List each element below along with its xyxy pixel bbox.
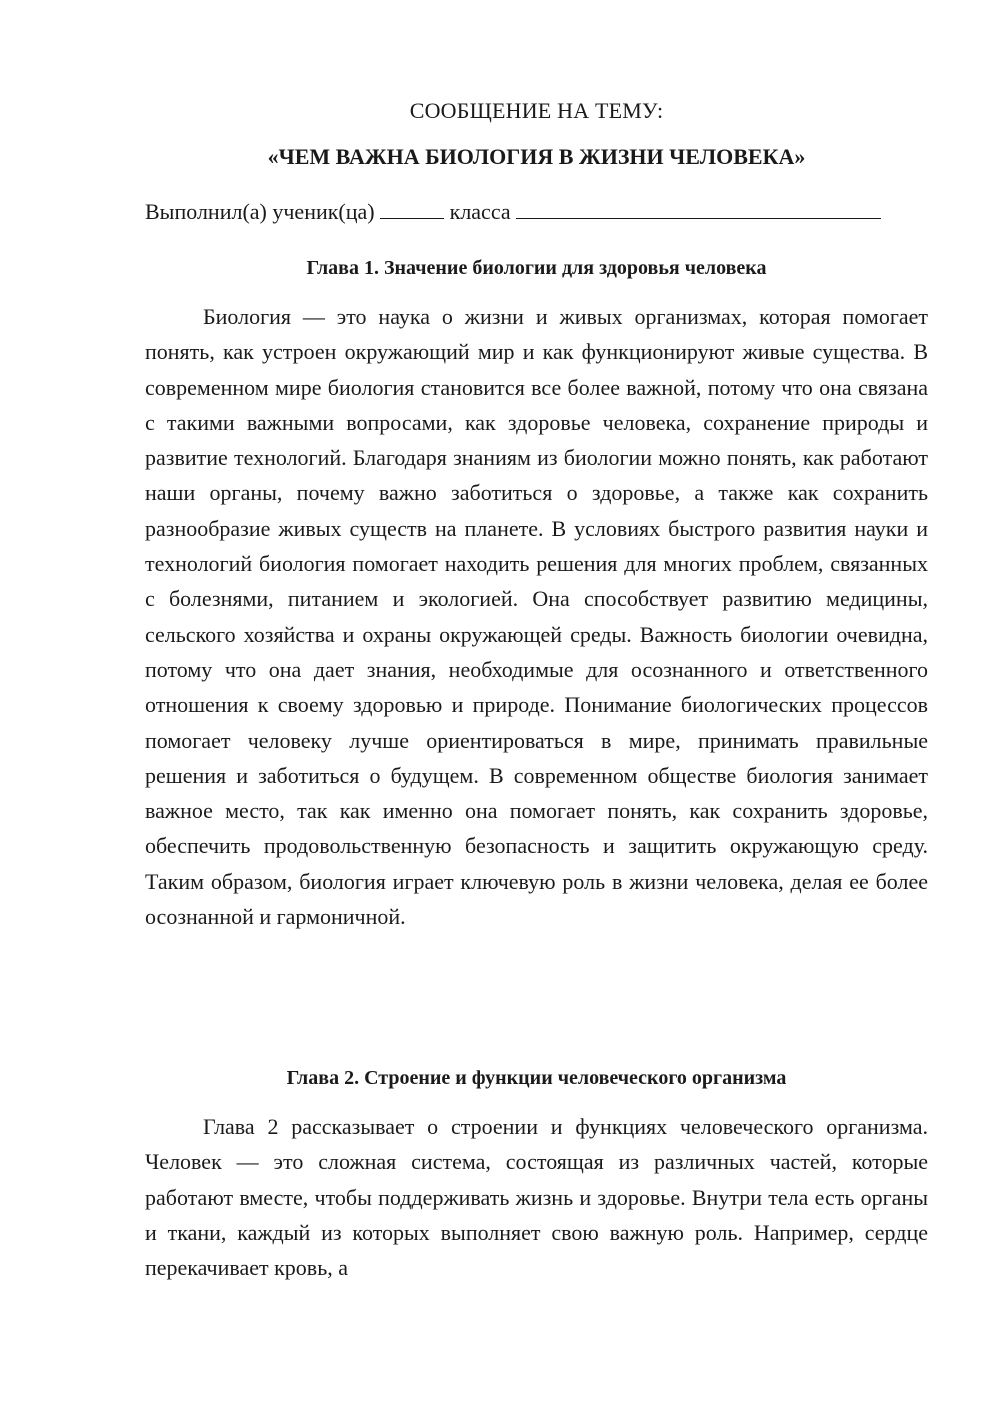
class-label: класса bbox=[449, 199, 511, 224]
document-title: «ЧЕМ ВАЖНА БИОЛОГИЯ В ЖИЗНИ ЧЕЛОВЕКА» bbox=[267, 144, 806, 169]
performed-by-label: Выполнил(а) ученик(ца) bbox=[145, 199, 375, 224]
student-name-blank bbox=[516, 196, 881, 219]
chapter1-paragraph: Биология — это наука о жизни и живых организмах, которая помогает понять, как устроен окружающий мир и как функционируют живые существа. В современном мире биология становится все более важной, потому что она связана с такими важными вопросами, как здоровье человека, сохранение природы и развитие технологий. Благодаря знаниям из биологии можно понять, как работают наши органы, почему важно заботиться о здоровье, а также как сохранить разнообразие живых существ на планете. В условиях быстрого развития науки и технологий биология помогает находить решения для многих проблем, связанных с болезнями, питанием и экологией. Она способствует развитию медицины, сельского хозяйства и охраны окружающей среды. Важность биологии очевидна, потому что она дает знания, необходимые для осознанного и ответственного отношения к своему здоровью и природе. Понимание биологических процессов помогает человеку лучше ориентироваться в мире, принимать правильные решения и заботиться о будущем. В современном обществе биология занимает важное место, так как именно она помогает понять, как сохранить здоровье, обеспечить продовольственную безопасность и защитить окружающую среду. Таким образом, биология играет ключевую роль в жизни человека, делая ее более осознанной и гармоничной. bbox=[145, 304, 928, 930]
document-title-topic: СООБЩЕНИЕ НА ТЕМУ: bbox=[409, 98, 664, 123]
chapter2-paragraph: Глава 2 рассказывает о строении и функциях человеческого организма. Человек — это сложная система, состоящая из различных частей, которые работают вместе, чтобы поддерживать жизнь и здоровье. Внутри тела есть органы и ткани, каждый из которых выполняет свою важную роль. Например, сердце перекачивает кровь, а bbox=[145, 1114, 928, 1281]
author-line bbox=[145, 196, 928, 228]
class-number-blank bbox=[380, 196, 444, 219]
chapter1-heading: Глава 1. Значение биологии для здоровья человека bbox=[306, 257, 767, 279]
chapter2-heading: Глава 2. Строение и функции человеческого организма bbox=[286, 1067, 787, 1089]
